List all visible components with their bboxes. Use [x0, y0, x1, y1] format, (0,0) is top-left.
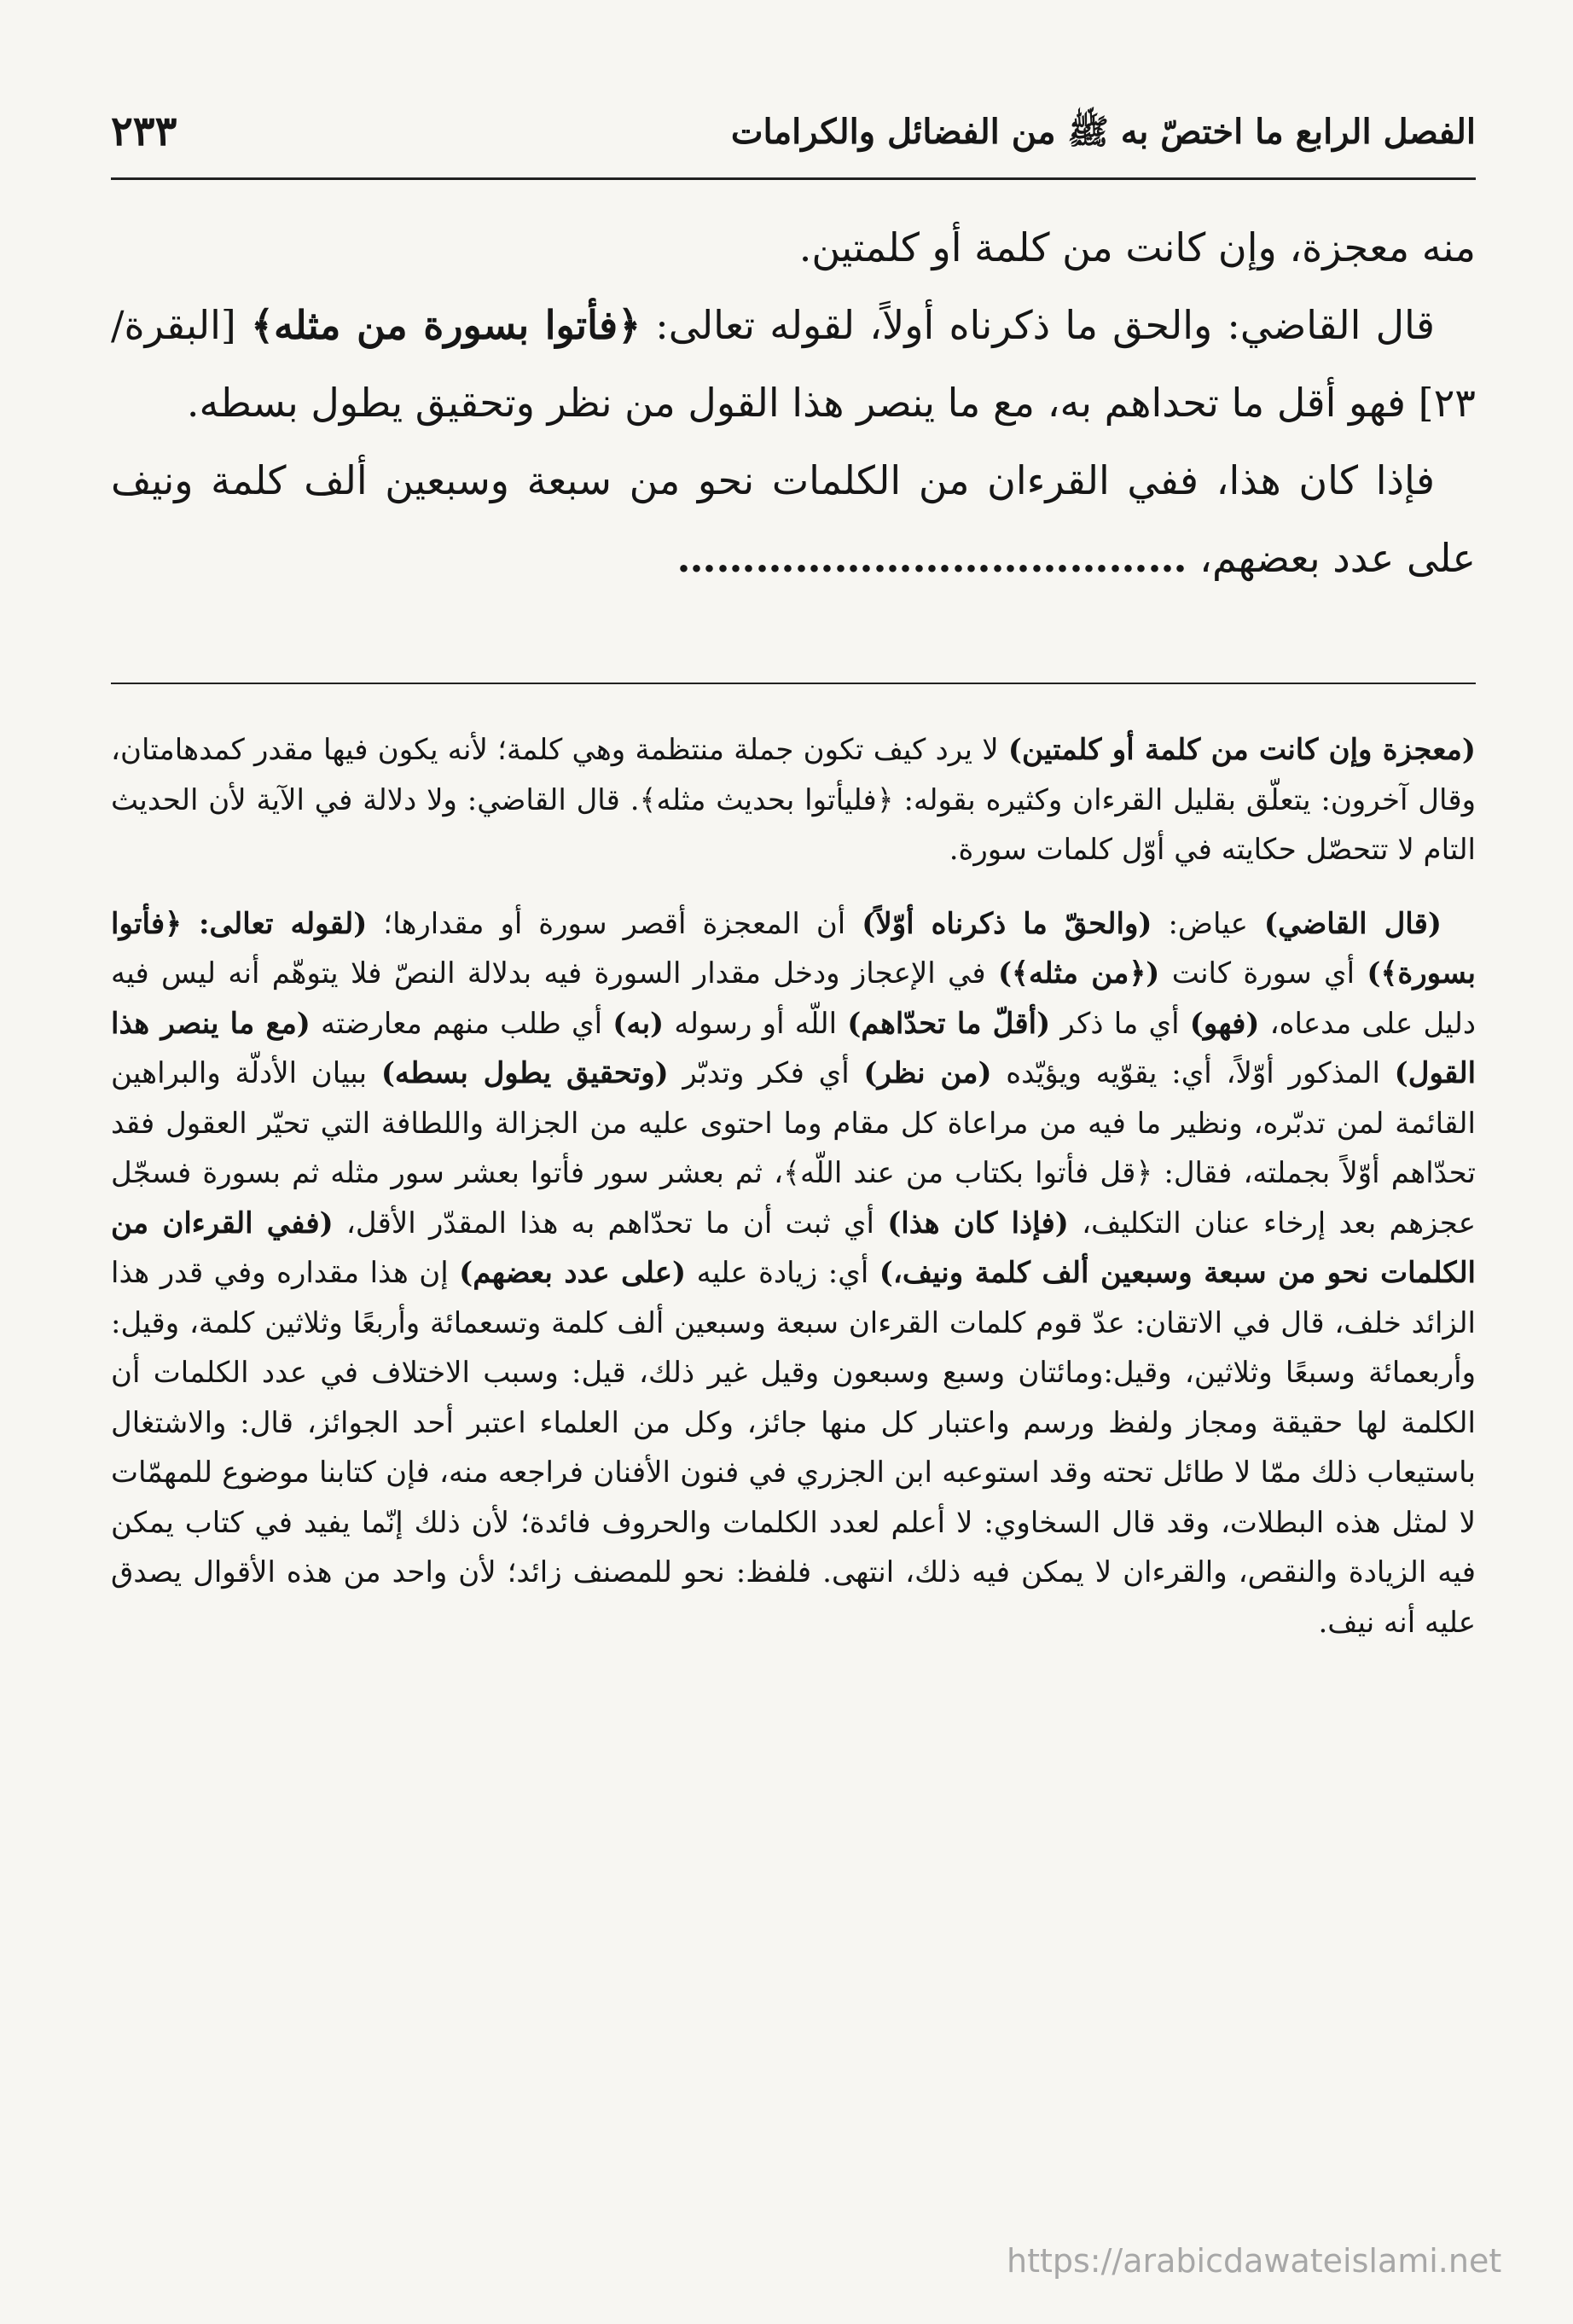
header-rule — [111, 177, 1476, 180]
quoted-phrase: (أقلّ ما تحدّاهم) — [847, 1006, 1051, 1041]
quoted-phrase: (فهو) — [1189, 1006, 1260, 1041]
main-text-line: منه معجزة، وإن كانت من كلمة أو كلمتين. — [798, 224, 1476, 270]
main-text-segment: [البقرة/٢٣] فهو أقل ما تحداهم به، مع ما ينصر هذا القول من نظر وتحقيق يطول بسطه. — [111, 302, 1476, 426]
quoted-phrase: (به) — [612, 1006, 665, 1041]
commentary-text: أي: زيادة عليه — [686, 1256, 879, 1290]
page-number: ٢٣٣ — [111, 107, 177, 155]
commentary-text: المذكور أوّلاً، أي: يقوّيه ويؤيّده — [991, 1056, 1395, 1090]
quoted-phrase: (لقوله تعالى: ﴿فأتوا بسورة﴾) — [111, 906, 1476, 991]
book-page — [111, 102, 1476, 2304]
commentary-text: ببيان الأدلّة والبراهين القائمة لمن تدبّره، ونظير ما فيه من مراعاة كل مقام وما احتوى عليه من الجزالة واللطافة التي تحيّر العقول فقد تحدّاهم أوّلاً بجملته، فقال: ﴿قل فأتوا بكتاب من عند اللّه﴾، ثم بعشر سور فأتوا بعشر سور مثله ثم بسورة فسجّل عجزهم بعد إرخاء عنان التكليف، — [111, 1056, 1476, 1240]
commentary-text: أي فكر وتدبّر — [668, 1056, 864, 1090]
commentary-text: إن هذا مقداره وفي قدر هذا الزائد خلف، قال في الاتقان: عدّ قوم كلمات القرءان سبعة وسبعين ألف كلمة وتسعمائة وأربعًا وثلاثين كلمة، وقيل: وأربعمائة وسبعًا وثلاثين، وقيل:ومائتان وسبع وسبعون وقيل غير ذلك، قيل: وسبب الاختلاف في عدد الكلمات أن الكلمة لها حقيقة ومجاز ولفظ ورسم واعتبار كل منها جائز، وكل من العلماء اعتبر أحد الجوائز، قال: والاشتغال باستيعاب ذلك ممّا لا طائل تحته وقد استوعبه ابن الجزري في فنون الأفنان فراجعه منه، فإن كتابنا موضوع للمهمّات لا لمثل هذه البطلات، وقد قال السخاوي: لا أعلم لعدد الكلمات والحروف فائدة؛ لأن ذلك إنّما يفيد في كتاب يمكن فيه الزيادة والنقص، والقرءان لا يمكن فيه ذلك، انتهى. فلفظ: نحو للمصنف زائد؛ لأن واحد من هذه الأقوال يصدق عليه أنه نيف. — [111, 1256, 1477, 1640]
main-text-segment: فإذا كان هذا، ففي القرءان من الكلمات نحو من سبعة وسبعين ألف كلمة ونيف على عدد بعضهم، — [111, 457, 1476, 581]
commentary-text: اللّه أو رسوله — [664, 1006, 848, 1041]
quoted-phrase: (قال القاضي) — [1263, 906, 1442, 941]
section-divider — [111, 683, 1476, 684]
quoted-phrase: (من نظر) — [863, 1056, 992, 1090]
quran-verse: ﴿فأتوا بسورة من مثله﴾ — [251, 302, 641, 348]
commentary-text: أي طلب منهم معارضته — [310, 1006, 613, 1041]
main-text-paragraph — [111, 209, 1476, 287]
commentary-text: أن المعجزة أقصر سورة أو مقدارها؛ — [367, 906, 862, 941]
commentary-text: عياض: — [1152, 906, 1264, 941]
commentary — [111, 725, 1476, 1647]
chapter-title: الفصل الرابع ما اختصّ به ﷺ من الفضائل والكرامات — [730, 112, 1476, 152]
quoted-phrase: (فإذا كان هذا) — [887, 1206, 1069, 1240]
commentary-paragraph — [111, 725, 1476, 875]
dotted-leader: ………………………………… — [676, 535, 1187, 581]
commentary-text: أي ثبت أن ما تحدّاهم به هذا المقدّر الأقل، — [333, 1206, 888, 1240]
commentary-text: في الإعجاز ودخل مقدار السورة فيه بدلالة النصّ فلا يتوهّم أنه ليس فيه دليل على مدعاه، — [111, 956, 1477, 1041]
main-text-segment: قال القاضي: والحق ما ذكرناه أولاً، لقوله تعالى: — [641, 302, 1435, 348]
quoted-phrase: (﴿من مثله﴾) — [997, 956, 1160, 991]
commentary-text: لا يرد كيف تكون جملة منتظمة وهي كلمة؛ لأنه يكون فيها مقدر كمدهامتان، وقال آخرون: يتعلّق بقليل القرءان وكثيره بقوله: ﴿فليأتوا بحديث مثله﴾. قال القاضي: ولا دلالة في الآية لأن الحديث التام لا تتحصّل حكايته في أوّل كلمات سورة. — [111, 733, 1476, 867]
quoted-phrase: (مع ما ينصر هذا القول) — [111, 1006, 1477, 1090]
main-text-paragraph — [111, 442, 1476, 597]
quoted-phrase: (وتحقيق يطول بسطه) — [380, 1056, 669, 1090]
commentary-text: أي ما ذكر — [1050, 1006, 1190, 1041]
quoted-phrase: (على عدد بعضهم) — [459, 1256, 687, 1290]
quoted-phrase: (ففي القرءان من الكلمات نحو من سبعة وسبعين ألف كلمة ونيف،) — [111, 1206, 1477, 1290]
quoted-phrase: (معجزة وإن كانت من كلمة أو كلمتين) — [1007, 733, 1476, 767]
quoted-phrase: (والحقّ ما ذكرناه أوّلاً) — [862, 906, 1152, 941]
running-header — [111, 102, 1476, 188]
commentary-text: أي سورة كانت — [1159, 956, 1367, 991]
source-watermark: https://arabicdawateislami.net — [1007, 2242, 1502, 2280]
main-text — [111, 209, 1476, 597]
main-text-paragraph — [111, 287, 1476, 442]
commentary-paragraph — [111, 899, 1476, 1648]
